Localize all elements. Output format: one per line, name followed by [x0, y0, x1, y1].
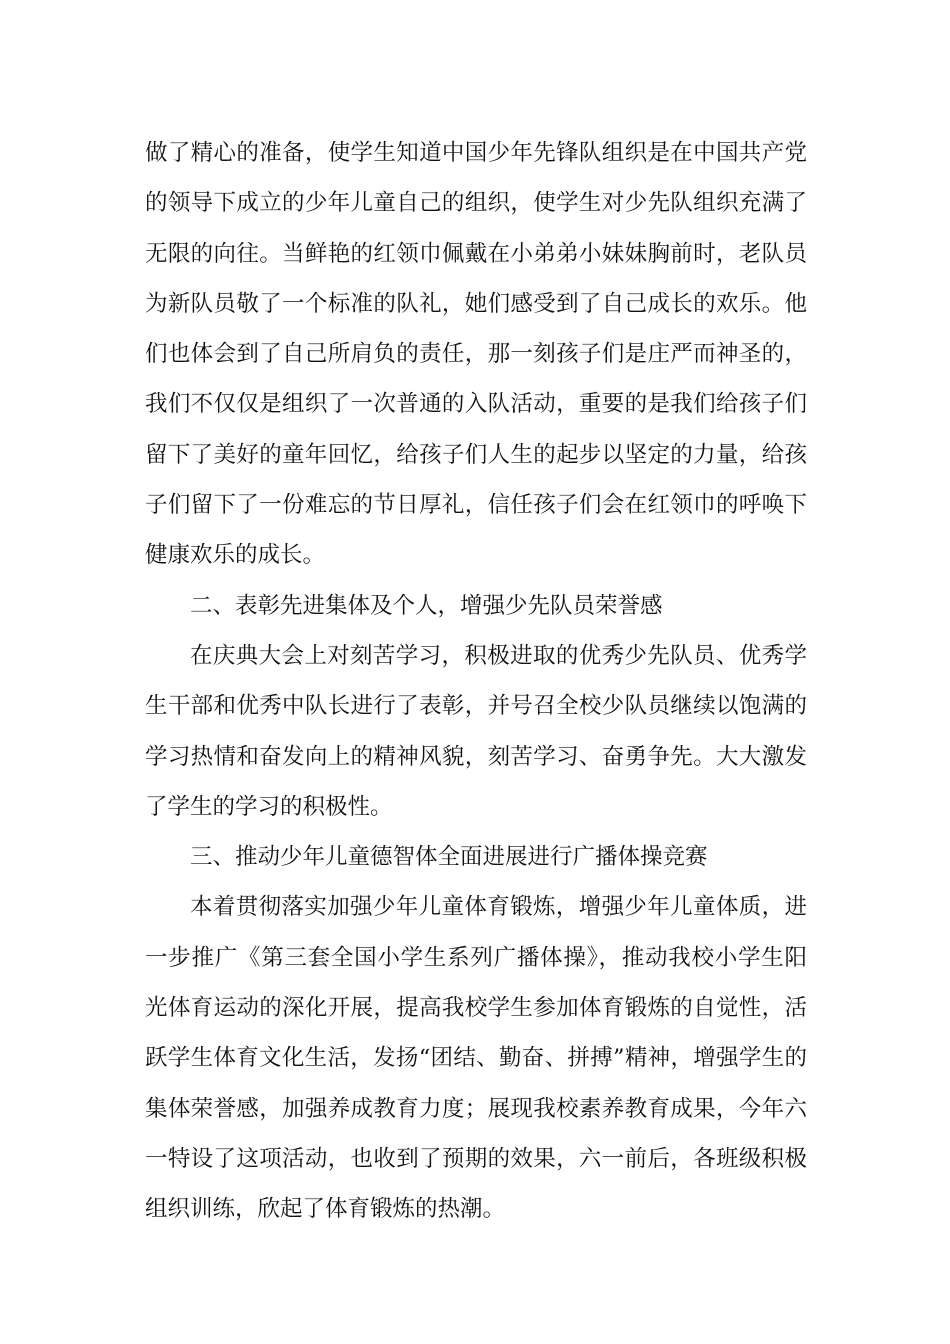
- section-heading-3: 三、推动少年儿童德智体全面进展进行广播体操竞赛: [190, 844, 708, 871]
- paragraph-commendation: 在庆典大会上对刻苦学习，积极进取的优秀少先队员、优秀学生干部和优秀中队长进行了表彰，并号召全校少队员继续以饱满的学习热情和奋发向上的精神风貌，刻苦学习、奋勇争先。大大激发了学生的学习的积极性。: [145, 642, 807, 820]
- paragraph-continuation: 做了精心的准备，使学生知道中国少年先锋队组织是在中国共产党的领导下成立的少年儿童自己的组织，使学生对少先队组织充满了无限的向往。当鲜艳的红领巾佩戴在小弟弟小妹妹胸前时，老队员为新队员敬了一个标准的队礼，她们感受到了自己成长的欢乐。他们也体会到了自己所肩负的责任，那一刻孩子们是庄严而神圣的，我们不仅仅是组织了一次普通的入队活动，重要的是我们给孩子们留下了美好的童年回忆，给孩子们人生的起步以坚定的力量，给孩子们留下了一份难忘的节日厚礼，信任孩子们会在红领巾的呼唤下健康欢乐的成长。: [145, 140, 807, 569]
- paragraph-broadcast-exercise: 本着贯彻落实加强少年儿童体育锻炼，增强少年儿童体质，进一步推广《第三套全国小学生系列广播体操》，推动我校小学生阳光体育运动的深化开展，提高我校学生参加体育锻炼的自觉性，活跃学生体育文化生活，发扬“团结、勤奋、拼搏”精神，增强学生的集体荣誉感，加强养成教育力度；展现我校素养教育成果，今年六一特设了这项活动，也收到了预期的效果，六一前后，各班级积极组织训练，欣起了体育锻炼的热潮。: [145, 894, 807, 1223]
- section-heading-2: 二、表彰先进集体及个人，增强少先队员荣誉感: [190, 592, 663, 619]
- document-body: [145, 128, 807, 1235]
